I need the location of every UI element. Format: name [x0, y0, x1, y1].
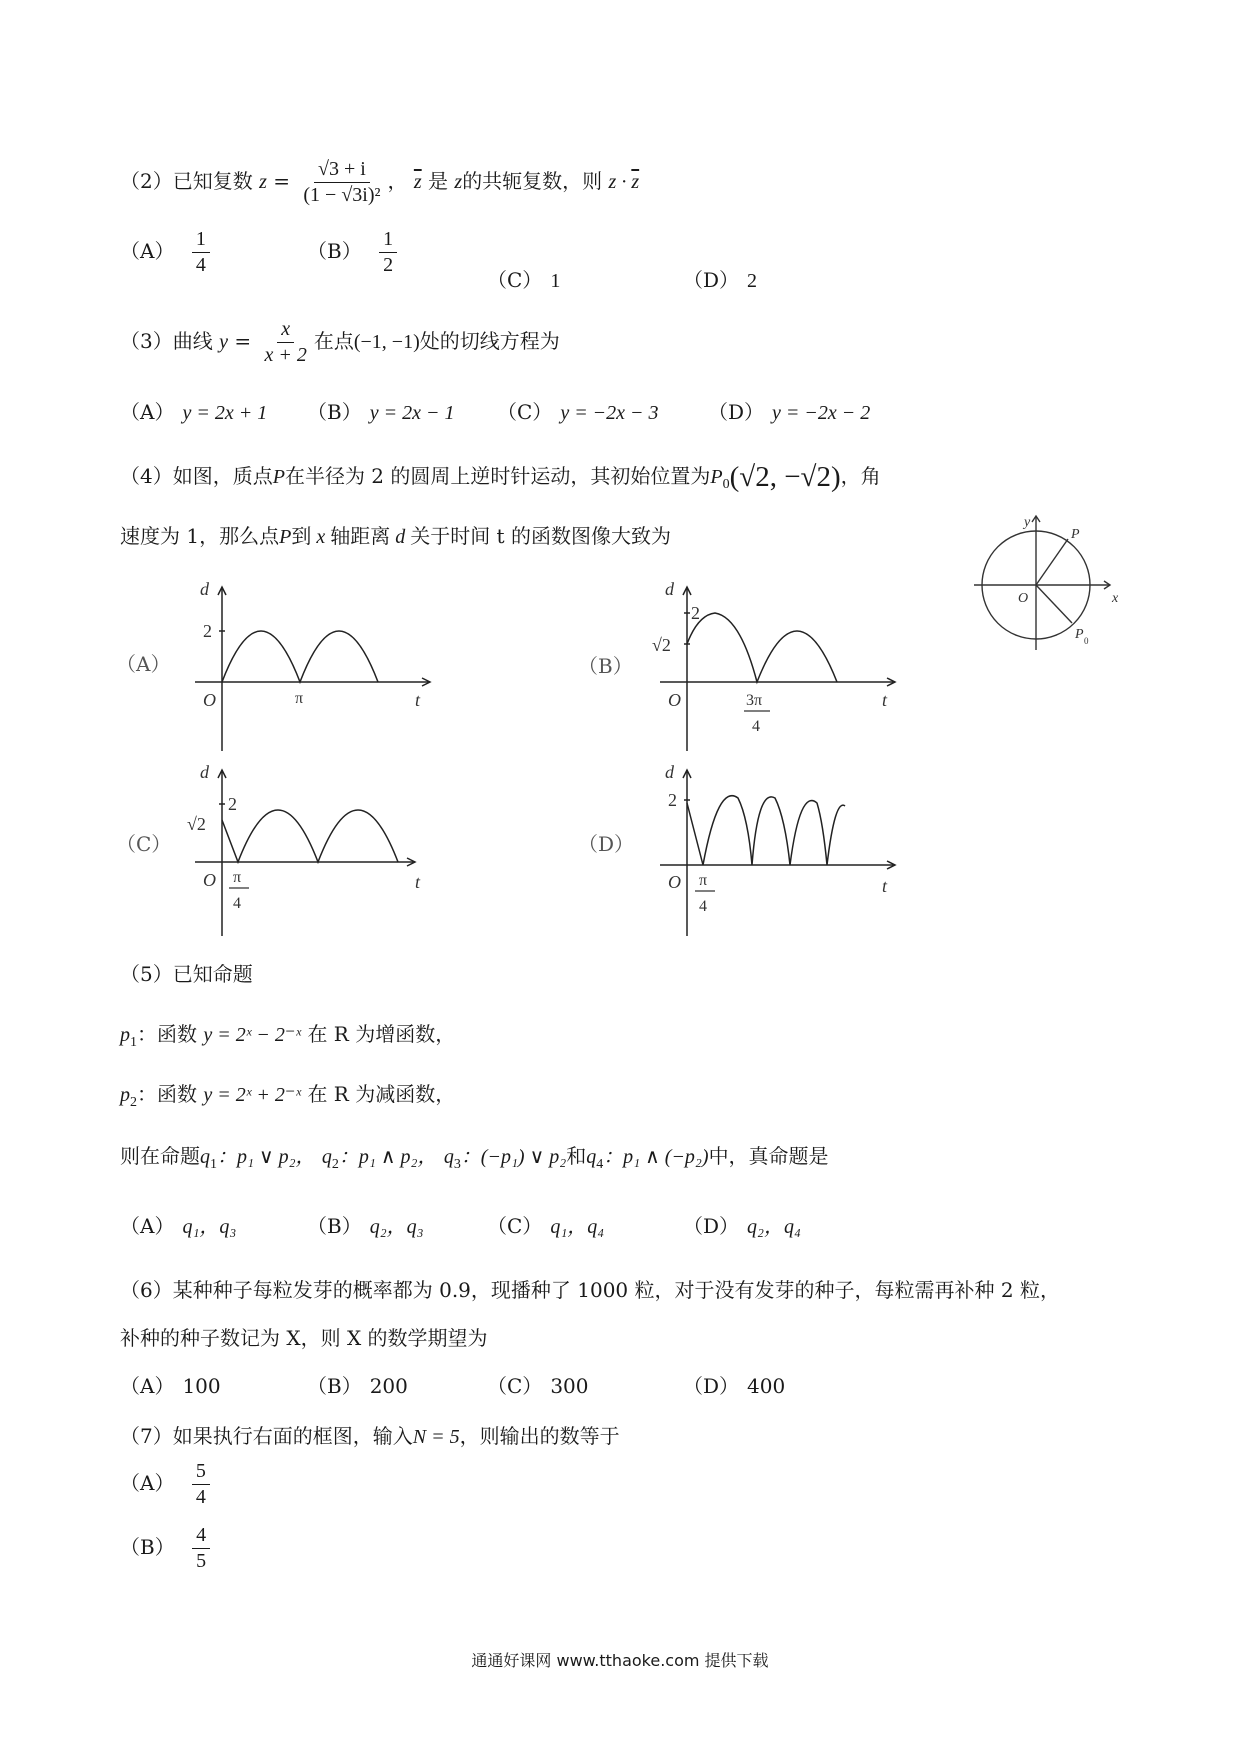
graph-a-d-label: d — [200, 579, 209, 599]
graph-d-tick-2: 2 — [668, 790, 677, 810]
q2-stem: （2）已知复数 z = $\frac{√3 + i}{\text{(1 − √3i)²}}$ ， $\overline{z}$ 是 z的共轭复数，则 $z \cdot \overline{z}$ — [120, 158, 640, 206]
circle-x-label: x — [1112, 591, 1119, 606]
q3-point: (−1, −1) — [353, 331, 420, 353]
q3-option-d: （D） y = −2x − 2 — [708, 400, 871, 424]
q2-z-numerator: √3 + i — [314, 158, 370, 183]
graph-d-origin: O — [668, 872, 681, 892]
q2-option-c: （C） 1 — [487, 268, 561, 292]
q2-z-denominator: (1 − √3i)² — [303, 184, 381, 206]
q2-z-var: z — [259, 171, 267, 193]
q7-option-b: （B） $\frac{4}{5}$ — [120, 1524, 213, 1573]
graph-a-label: （A） — [116, 652, 171, 676]
page-footer: 通通好课网 www.tthaoke.com 提供下载 — [471, 1651, 769, 1670]
q5-option-c: （C） q₁，q₄ — [487, 1214, 605, 1238]
circle-origin-label: O — [1018, 591, 1029, 606]
graph-b-tick-sqrt2: √2 — [652, 635, 671, 655]
q5-line-3: 则在命题$q_1$：p₁ ∨ p₂， $q_2$：p₁ ∧ p₂， $q_3$：(−p₁) ∨ p₂和$q_4$：p₁ ∧ (−p₂)中，真命题是 — [120, 1144, 829, 1172]
graph-d — [640, 758, 910, 938]
q4-p0-coords: (√2, −√2) — [729, 460, 841, 493]
q5-option-d: （D） q₂，q₄ — [683, 1214, 801, 1238]
graph-d-label: （D） — [578, 832, 635, 856]
graph-d-t-label: t — [882, 876, 888, 896]
circle-p-label: P — [1071, 527, 1080, 542]
graph-a-tick-pi: π — [295, 690, 304, 707]
graph-c-label: （C） — [116, 832, 172, 856]
graph-b — [640, 575, 910, 755]
q6-option-b: （B） 200 — [307, 1374, 408, 1398]
q2-z-var-2: z — [454, 171, 463, 193]
radius-p — [1036, 539, 1068, 585]
q4-circle-diagram — [962, 508, 1122, 656]
q2-stem-a: 已知复数 — [172, 169, 253, 193]
q5-stem: （5）已知命题 — [120, 962, 253, 986]
graph-a-t-label: t — [415, 690, 421, 710]
graph-d-d-label: d — [665, 762, 674, 782]
q2-option-b: （B） $\frac{1}{2}$ — [307, 228, 400, 277]
graph-c-origin: O — [203, 870, 216, 890]
graph-c-curve — [222, 810, 398, 862]
q2-z-fraction — [299, 158, 384, 207]
graph-b-tick-2: 2 — [691, 603, 700, 623]
graph-c-t-label: t — [415, 872, 421, 892]
q7-stem: （7）如果执行右面的框图，输入N = 5，则输出的数等于 — [120, 1424, 620, 1448]
q5-p2: $p_2$：函数 y = 2ˣ + 2⁻ˣ 在 R 为减函数， — [120, 1082, 456, 1110]
q6-option-c: （C） 300 — [487, 1374, 589, 1398]
graph-c-d-label: d — [200, 762, 209, 782]
q2-number: （2） — [120, 169, 173, 193]
radius-p0 — [1036, 585, 1072, 623]
q5-option-b: （B） q₂，q₃ — [307, 1214, 424, 1238]
graph-d-curve — [687, 796, 845, 865]
q6-line-2: 补种的种子数记为 X，则 X 的数学期望为 — [120, 1326, 488, 1350]
q2-option-a: （A） $\frac{1}{4}$ — [120, 228, 213, 277]
q4-line-2: 速度为 1，那么点P到 x 轴距离 d 关于时间 t 的函数图像大致为 — [120, 524, 671, 548]
q5-option-a: （A） q₁，q₃ — [120, 1214, 237, 1238]
q6-option-d: （D） 400 — [683, 1374, 786, 1398]
graph-d-tick-4: 4 — [699, 898, 707, 915]
graph-a — [175, 575, 445, 755]
q2-product: $z \cdot \overline{z}$ — [608, 171, 640, 193]
graph-b-d-label: d — [665, 579, 674, 599]
q3-option-c: （C） y = −2x − 3 — [497, 400, 659, 424]
q2-option-d: （D） 2 — [683, 268, 758, 292]
q2-stem-d: 的共轭复数，则 — [462, 169, 603, 193]
q3-option-a: （A） y = 2x + 1 — [120, 400, 268, 424]
graph-b-tick-3pi: 3π — [746, 692, 763, 709]
q5-p2-equation: y = 2ˣ + 2⁻ˣ — [203, 1084, 302, 1106]
graph-c-tick-2: 2 — [228, 794, 237, 814]
graph-b-t-label: t — [882, 690, 888, 710]
q3-stem: （3）曲线 y = $\frac{x}{x + 2}$ 在点(−1, −1)处的切线方程为 — [120, 318, 560, 366]
q7-option-a: （A） $\frac{5}{4}$ — [120, 1460, 213, 1509]
graph-d-tick-pi: π — [699, 872, 708, 889]
q5-p1: $p_1$：函数 y = 2ˣ − 2⁻ˣ 在 R 为增函数， — [120, 1022, 456, 1050]
graph-b-tick-4: 4 — [752, 718, 760, 735]
circle-y-label: y — [1024, 515, 1031, 530]
graph-c — [175, 758, 445, 938]
q2-zbar: $\overline{z}$ — [413, 171, 422, 193]
q5-p1-equation: y = 2ˣ − 2⁻ˣ — [203, 1024, 302, 1046]
q3-option-b: （B） y = 2x − 1 — [307, 400, 455, 424]
graph-b-label: （B） — [578, 654, 633, 678]
graph-b-origin: O — [668, 690, 681, 710]
graph-a-origin: O — [203, 690, 216, 710]
q6-option-a: （A） 100 — [120, 1374, 221, 1398]
graph-c-tick-4: 4 — [233, 895, 241, 912]
graph-b-curve — [687, 613, 837, 682]
q4-line-1: （4）如图，质点P在半径为 2 的圆周上逆时针运动，其初始位置为$P_0(√2$, −√2)，角 — [120, 460, 881, 493]
circle-p0-label: P — [1075, 627, 1084, 642]
svg-text:0: 0 — [1084, 636, 1089, 646]
graph-a-tick-2: 2 — [203, 621, 212, 641]
graph-c-tick-sqrt2: √2 — [187, 814, 206, 834]
q3-fraction: $\frac{x}{x + 2}$ — [264, 318, 307, 366]
q7-n-equals: N = 5 — [412, 1426, 460, 1448]
graph-c-tick-pi: π — [233, 869, 242, 886]
q2-stem-b: ， — [387, 169, 408, 193]
q6-line-1: （6）某种种子每粒发芽的概率都为 0.9，现播种了 1000 粒，对于没有发芽的种子，每粒需再补种 2 粒， — [120, 1278, 1060, 1302]
graph-a-curve — [222, 631, 378, 682]
q2-stem-c: 是 — [428, 169, 449, 193]
